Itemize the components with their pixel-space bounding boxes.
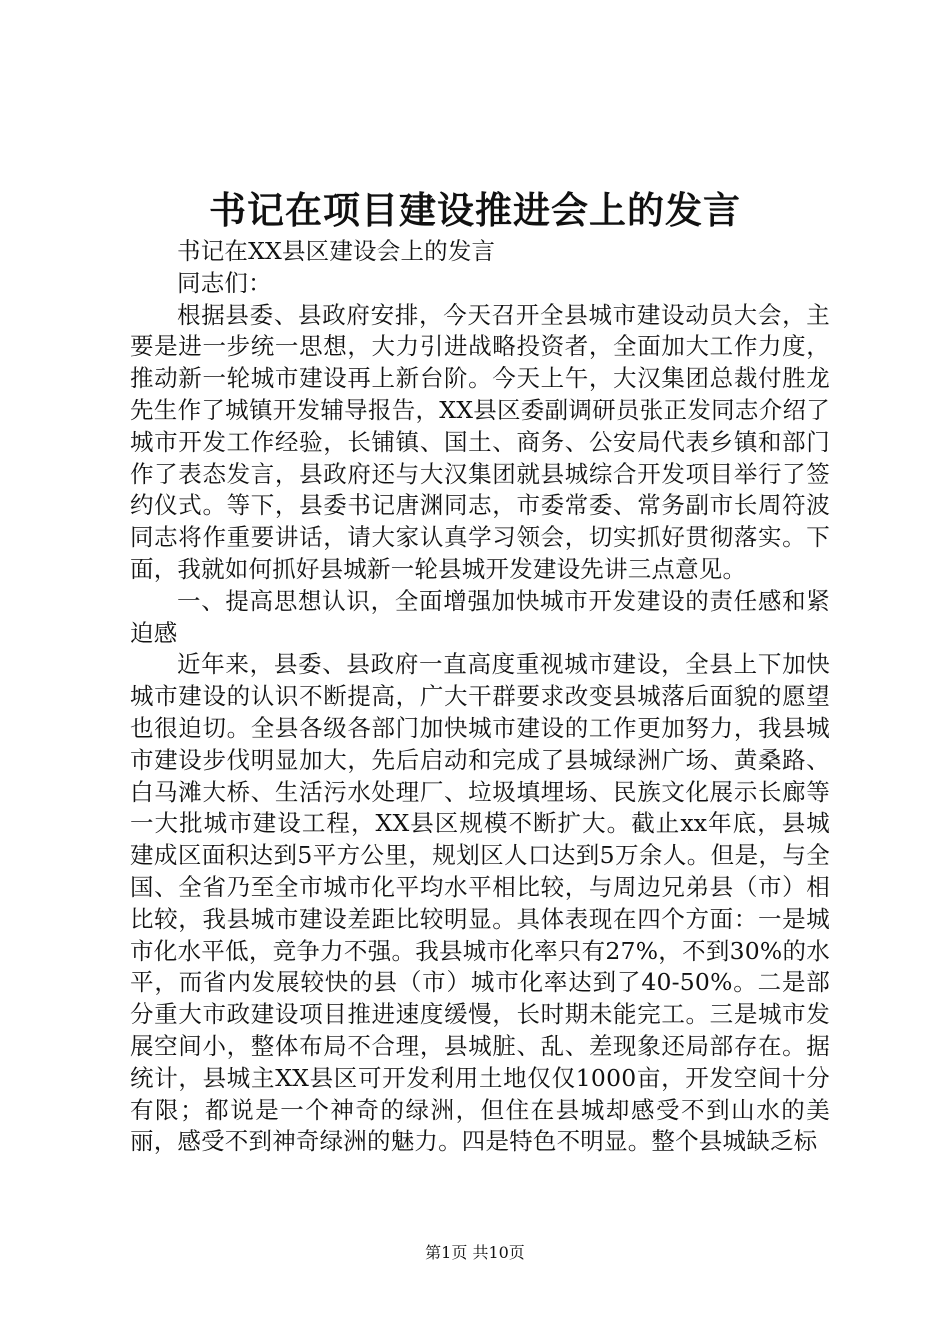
speech-subtitle: 书记在XX县区建设会上的发言 [177, 237, 496, 265]
document-title: 书记在项目建设推进会上的发言 [209, 188, 741, 232]
document-body [130, 236, 830, 1158]
body-paragraph: 根据县委、县政府安排，今天召开全县城市建设动员大会，主要是进一步统一思想，大力引进战略投资者，全面加大工作力度，推动新一轮城市建设再上新台阶。今天上午，大汉集团总裁付胜龙先生作了城镇开发辅导报告，XX县区委副调研员张正发同志介绍了城市开发工作经验，长铺镇、国土、商务、公安局代表乡镇和部门作了表态发言，县政府还与大汉集团就县城综合开发项目举行了签约仪式。等下，县委书记唐渊同志，市委常委、常务副市长周符波同志将作重要讲话，请大家认真学习领会，切实抓好贯彻落实。下面，我就如何抓好县城新一轮县城开发建设先讲三点意见。 [130, 300, 830, 583]
section-heading: 一、提高思想认识，全面增强加快城市开发建设的责任感和紧迫感 [130, 586, 830, 647]
salutation: 同志们： [177, 268, 272, 297]
page-number-footer: 第1页 共10页 [425, 1243, 525, 1262]
body-paragraph: 近年来，县委、县政府一直高度重视城市建设，全县上下加快城市建设的认识不断提高，广大干群要求改变县城落后面貌的愿望也很迫切。全县各级各部门加快城市建设的工作更加努力，我县城市建设步伐明显加大，先后启动和完成了县城绿洲广场、黄桑路、白马滩大桥、生活污水处理厂、垃圾填埋场、民族文化展示长廊等一大批城市建设工程，XX县区规模不断扩大。截止xx年底，县城建成区面积达到5平方公里，规划区人口达到5万余人。但是，与全国、全省乃至全市城市化平均水平相比较，与周边兄弟县（市）相比较，我县城市建设差距比较明显。具体表现在四个方面：一是城市化水平低，竞争力不强。我县城市化率只有27%，不到30%的水平，而省内发展较快的县（市）城市化率达到了40-50%。二是部分重大市政建设项目推进速度缓慢，长时期未能完工。三是城市发展空间小，整体布局不合理，县城脏、乱、差现象还局部存在。据统计，县城主XX县区可开发利用土地仅仅1000亩，开发空间十分有限；都说是一个神奇的绿洲，但住在县城却感受不到山水的美丽，感受不到神奇绿洲的魅力。四是特色不明显。整个县城缺乏标 [130, 650, 830, 1156]
